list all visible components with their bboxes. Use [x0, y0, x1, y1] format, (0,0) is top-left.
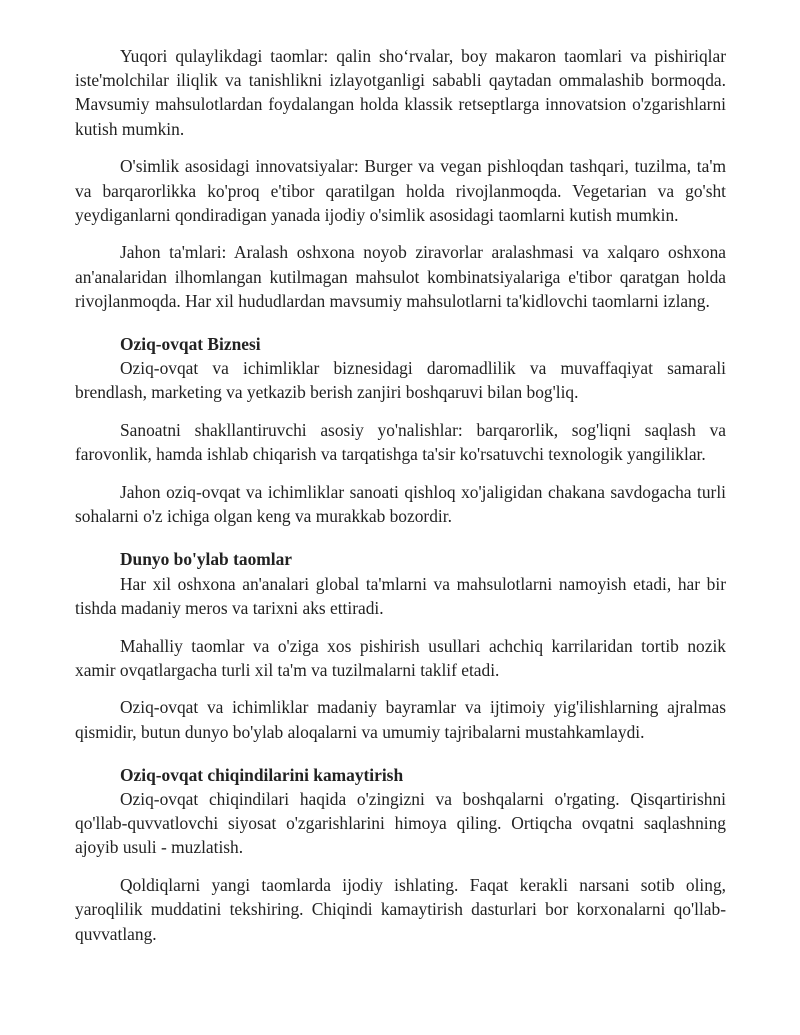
document-page	[75, 44, 726, 946]
paragraph-gap	[75, 227, 726, 241]
paragraph-gap	[75, 682, 726, 696]
paragraph-food-business-1: Oziq-ovqat va ichimliklar biznesidagi daromadlilik va muvaffaqiyat samarali brendlash, marketing va yetkazib berish zanjiri boshqaruvi bilan bog'liq.	[75, 358, 726, 403]
section-gap	[75, 528, 726, 547]
section-heading-food-business: Oziq-ovqat Biznesi	[120, 334, 261, 355]
paragraph-comfort-food: Yuqori qulaylikdagi taomlar: qalin sho‘rvalar, boy makaron taomlari va pishiriqlar iste'molchilar iliqlik va tanishlikni izlayotganligi sababli qaytadan ommalashib bormoqda. Mavsumiy mahsulotlardan foydalangan holda klassik retseptlarga innovatsion o'zgarishlarni kutish mumkin.	[75, 46, 726, 139]
section-heading-world-food: Dunyo bo'ylab taomlar	[120, 549, 292, 570]
paragraph-food-business-3: Jahon oziq-ovqat va ichimliklar sanoati qishloq xo'jaligidan chakana savdogacha turli sohalarni o'z ichiga olgan keng va murakkab bozordir.	[75, 482, 726, 527]
section-gap	[75, 313, 726, 332]
paragraph-plant-based: O'simlik asosidagi innovatsiyalar: Burger va vegan pishloqdan tashqari, tuzilma, ta'm va barqarorlikka ko'proq e'tibor qaratilgan holda rivojlanmoqda. Vegetarian va go'sht yeydiganlarni qondiradigan yanada ijodiy o'simlik asosidagi taomlarni kutish mumkin.	[75, 156, 726, 225]
paragraph-gap	[75, 405, 726, 419]
paragraph-gap	[75, 860, 726, 874]
paragraph-world-flavors: Jahon ta'mlari: Aralash oshxona noyob ziravorlar aralashmasi va xalqaro oshxona an'analaridan ilhomlangan kutilmagan mahsulot kombinatsiyalariga e'tibor qaratgan holda rivojlanmoqda. Har xil hududlardan mavsumiy mahsulotlarni ta'kidlovchi taomlarni izlang.	[75, 242, 726, 311]
paragraph-world-food-3: Oziq-ovqat va ichimliklar madaniy bayramlar va ijtimoiy yig'ilishlarning ajralmas qismidir, butun dunyo bo'ylab aloqalarni va umumiy tajribalarni mustahkamlaydi.	[75, 697, 726, 742]
paragraph-food-business-2: Sanoatni shakllantiruvchi asosiy yo'nalishlar: barqarorlik, sog'liqni saqlash va farovonlik, hamda ishlab chiqarish va tarqatishga ta'sir ko'rsatuvchi texnologik yangiliklar.	[75, 420, 726, 465]
section-gap	[75, 744, 726, 763]
paragraph-gap	[75, 141, 726, 155]
paragraph-gap	[75, 620, 726, 634]
paragraph-food-waste-1: Oziq-ovqat chiqindilari haqida o'zingizni va boshqalarni o'rgating. Qisqartirishni qo'llab-quvvatlovchi siyosat o'zgarishlarini himoya qiling. Ortiqcha ovqatni saqlashning ajoyib usuli - muzlatish.	[75, 789, 726, 858]
paragraph-gap	[75, 467, 726, 481]
paragraph-world-food-1: Har xil oshxona an'analari global ta'mlarni va mahsulotlarni namoyish etadi, har bir tishda madaniy meros va tarixni aks ettiradi.	[75, 573, 726, 618]
section-heading-food-waste: Oziq-ovqat chiqindilarini kamaytirish	[120, 764, 404, 785]
paragraph-world-food-2: Mahalliy taomlar va o'ziga xos pishirish usullari achchiq karrilaridan tortib nozik xamir ovqatlargacha turli xil ta'm va tuzilmalarni taklif etadi.	[75, 635, 726, 680]
paragraph-food-waste-2: Qoldiqlarni yangi taomlarda ijodiy ishlating. Faqat kerakli narsani sotib oling, yaroqlilik muddatini tekshiring. Chiqindi kamaytirish dasturlari bor korxonalarni qo'llab-quvvatlang.	[75, 875, 726, 944]
